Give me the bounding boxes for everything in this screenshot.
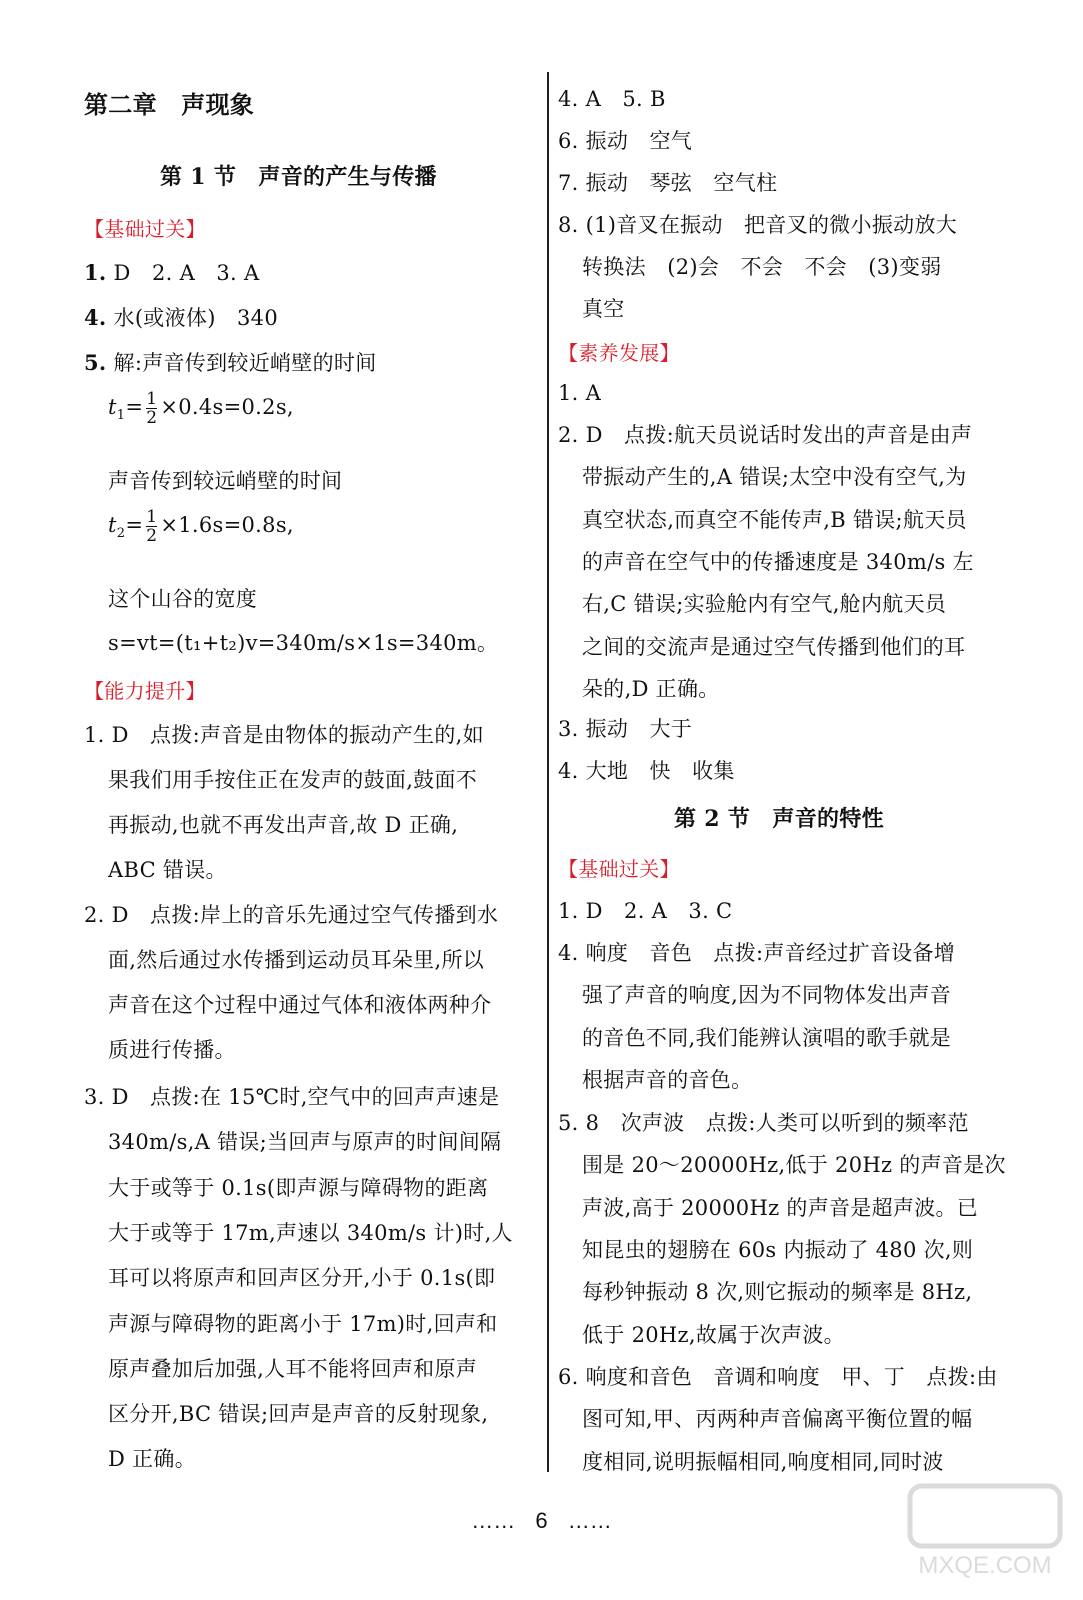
answer-line [558,84,666,114]
text: s=vt=(t₁+t₂)v=340m/s×1s=340m。 [108,631,499,655]
text: 第二章 声现象 [84,91,255,119]
answer-line: 340m/s,A 错误;当回声与原声的时间间隔 [108,1130,502,1155]
text: 【能力提升】 [84,679,206,703]
text: 1. A [558,381,602,405]
svg-text:MXQE.COM: MXQE.COM [918,1552,1052,1579]
fraction: $\frac{1}{2}$ [146,507,158,546]
answer-line: 之间的交流声是通过空气传播到他们的耳 [582,634,966,659]
text: 【基础过关】 [84,217,206,241]
answer-line: 真空 [582,297,625,321]
answer-line: 1. D 点拨:声音是由物体的振动产生的,如 [84,723,484,747]
tag-basic [558,854,680,884]
page-number: 6 [535,1508,548,1533]
tag-literacy [558,338,680,368]
answer-line: 声音在这个过程中通过气体和液体两种介 [108,993,492,1017]
answer-1: 1. D 2. A 3. A [84,260,260,285]
answer-line: 区分开,BC 错误;回声是声音的反射现象, [108,1402,489,1427]
answer-line [558,714,692,744]
answer-line: 的音色不同,我们能辨认演唱的歌手就是 [582,1025,952,1050]
answer-line: 原声叠加后加强,人耳不能将回声和原声 [108,1356,478,1381]
answer-line: 真空状态,而真空不能传声,B 错误;航天员 [582,507,967,532]
answer-line: 大于或等于 0.1s(即声源与障碍物的距离 [108,1175,489,1200]
answer-line: 根据声音的音色。 [582,1067,753,1092]
answer-line: 带振动产生的,A 错误;太空中没有空气,为 [582,465,967,490]
answer-line [558,756,735,786]
answer-line: 果我们用手按住正在发声的鼓面,鼓面不 [108,768,478,792]
answer-line: D 正确。 [108,1447,197,1472]
answer-line: 度相同,说明振幅相同,响度相同,同时波 [582,1449,944,1474]
tag-ability [84,676,206,706]
answer-line: 低于 20Hz,故属于次声波。 [582,1322,845,1347]
answer-line: 2. D 点拨:航天员说话时发出的声音是由声 [558,423,973,447]
answer-line: 6. 响度和音色 音调和响度 甲、丁 点拨:由 [558,1365,998,1389]
text: 【素养发展】 [558,341,680,365]
answer-line: 转换法 (2)会 不会 不会 (3)变弱 [582,255,942,279]
answer-line: 围是 20～20000Hz,低于 20Hz 的声音是次 [582,1153,1006,1178]
answer-line: 3. D 点拨:在 15℃时,空气中的回声声速是 [84,1085,500,1109]
text: 7. 振动 琴弦 空气柱 [558,171,778,195]
text: 第 1 节 声音的产生与传播 [160,164,437,190]
answer-line: 朵的,D 正确。 [582,676,720,701]
answer-line: 声源与障碍物的距离小于 17m)时,回声和 [108,1311,498,1336]
answer-5-line [108,584,257,614]
answer-line: 5. 8 次声波 点拨:人类可以听到的频率范 [558,1111,969,1135]
answer-4: 4. 水(或液体) 340 [84,305,278,330]
text: 4. A 5. B [558,87,666,111]
watermark-logo [900,1478,1070,1588]
text: D 2. A 3. A [113,261,260,285]
formula-t1: $t_1=$ $\frac{1}{2}$ ×0.4s=0.2s, [108,389,294,428]
fraction: $\frac{1}{2}$ [146,389,158,428]
text: 3. 振动 大于 [558,717,693,741]
answer-line: 2. D 点拨:岸上的音乐先通过空气传播到水 [84,903,499,927]
answer-line [558,126,692,156]
section-title [674,804,884,834]
tag-basic [84,214,206,244]
formula-t2: $t_2=$ $\frac{1}{2}$ ×1.6s=0.8s, [108,507,294,546]
answer-line: ABC 错误。 [108,858,227,882]
answer-line [558,896,732,926]
footer-dots-right: …… [567,1508,612,1533]
answer-line: 再振动,也就不再发出声音,故 D 正确, [108,813,459,837]
text: 第 2 节 声音的特性 [674,806,884,832]
answer-line: 面,然后通过水传播到运动员耳朵里,所以 [108,948,485,972]
footer-dots-left: …… [471,1508,516,1533]
answer-5-line [108,466,342,496]
text: 声音传到较远峭壁的时间 [108,469,343,493]
chapter-title [84,90,254,120]
answer-line: 质进行传播。 [108,1038,236,1062]
answer-line: 知昆虫的翅膀在 60s 内振动了 480 次,则 [582,1237,974,1262]
answer-line: 声波,高于 20000Hz 的声音是超声波。已 [582,1195,979,1220]
text: 1. D 2. A 3. C [558,899,733,923]
answer-line: 耳可以将原声和回声区分开,小于 0.1s(即 [108,1266,496,1291]
text: 这个山谷的宽度 [108,587,258,611]
text: 解:声音传到较近峭壁的时间 [113,351,377,375]
answer-5: 5. 解:声音传到较近峭壁的时间 [84,350,377,375]
answer-line: 图可知,甲、丙两种声音偏离平衡位置的幅 [582,1407,973,1432]
answer-line [558,168,777,198]
text: 4. 大地 快 收集 [558,759,735,783]
section-title [160,162,437,192]
answer-line: 每秒钟振动 8 次,则它振动的频率是 8Hz, [582,1280,973,1305]
answer-5-line [108,628,498,658]
answer-line: 8. (1)音叉在振动 把音叉的微小振动放大 [558,213,958,237]
text: 【基础过关】 [558,857,680,881]
answer-line: 右,C 错误;实验舱内有空气,舱内航天员 [582,592,947,617]
answer-line: 强了声音的响度,因为不同物体发出声音 [582,983,952,1008]
answer-line: 的声音在空气中的传播速度是 340m/s 左 [582,549,974,574]
text: 6. 振动 空气 [558,129,693,153]
column-divider [547,72,549,1472]
text: 水(或液体) 340 [113,306,278,330]
answer-line: 4. 响度 音色 点拨:声音经过扩音设备增 [558,941,956,965]
answer-line: 大于或等于 17m,声速以 340m/s 计)时,人 [108,1220,513,1245]
answer-line [558,378,601,408]
